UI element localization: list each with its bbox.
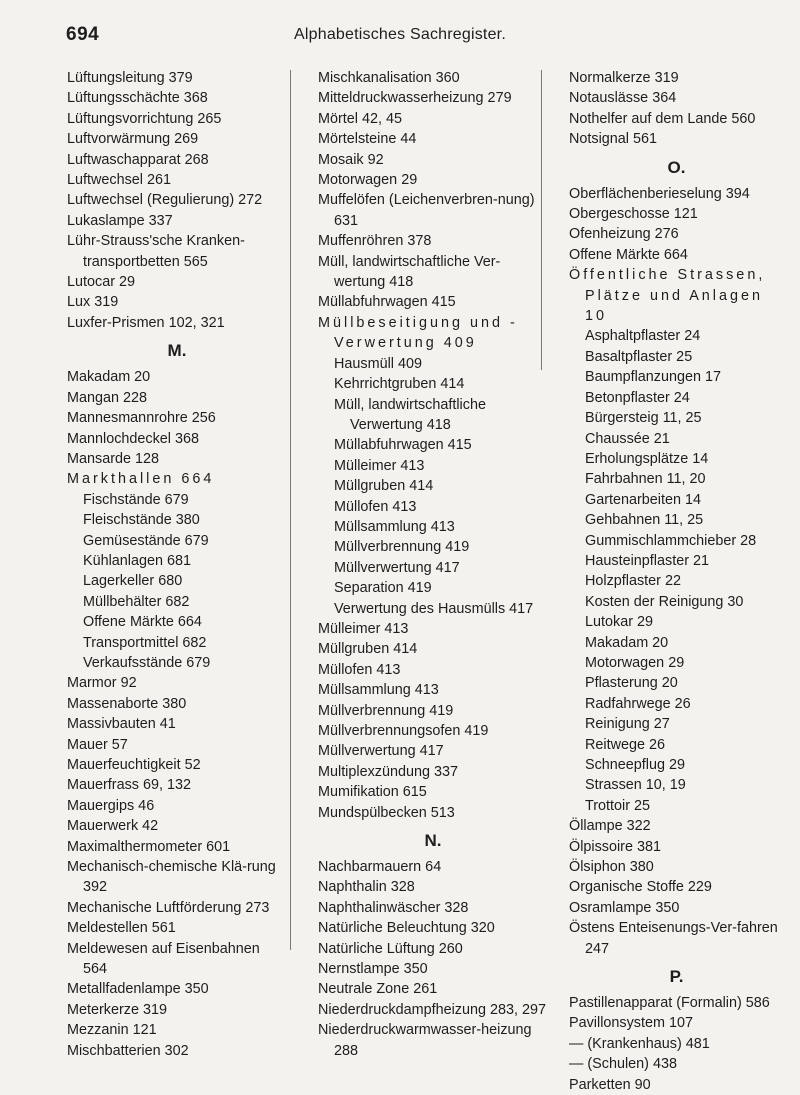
- index-entry: Mauerfrass 69, 132: [67, 777, 191, 794]
- index-entry: Metallfadenlampe 350: [67, 981, 209, 998]
- letter-heading: M.: [167, 341, 187, 361]
- index-entry: Naphthalin 328: [318, 879, 415, 896]
- index-subentry: Reitwege 26: [585, 736, 665, 753]
- letter-heading: O.: [667, 157, 686, 177]
- index-entry: Mischbatterien 302: [67, 1042, 189, 1059]
- index-subentry: Fleischstände 380: [83, 512, 200, 529]
- index-subentry: Lagerkeller 680: [83, 573, 183, 590]
- index-subentry: Offene Märkte 664: [83, 614, 202, 631]
- index-entry: Pastillenapparat (Formalin) 586: [569, 995, 770, 1012]
- index-entry: Massenaborte 380: [67, 695, 187, 712]
- index-entry: Mauer 57: [67, 736, 128, 753]
- index-entry: Luftwaschapparat 268: [67, 151, 209, 168]
- index-entry: Mannesmannrohre 256: [67, 410, 216, 427]
- index-entry: Marmor 92: [67, 675, 137, 692]
- index-entry: Ofenheizung 276: [569, 226, 679, 243]
- index-entry: Obergeschosse 121: [569, 206, 698, 223]
- index-subentry: Mülleimer 413: [334, 457, 425, 474]
- index-subentry: Holzpflaster 22: [585, 573, 681, 590]
- index-subentry: Gehbahnen 11, 25: [585, 512, 704, 529]
- index-column-2: [318, 68, 548, 1061]
- index-entry: Müll, landwirtschaftliche Ver-wertung 418: [318, 253, 501, 291]
- column-divider: [290, 70, 291, 950]
- index-entry: Mumifikation 615: [318, 784, 427, 801]
- index-entry: Mauerfeuchtigkeit 52: [67, 757, 201, 773]
- index-entry: Müllabfuhrwagen 415: [318, 294, 456, 311]
- index-entry: Lüftungsleitung 379: [67, 70, 193, 86]
- index-entry: Osramlampe 350: [569, 899, 680, 916]
- index-entry: Normalkerze 319: [569, 70, 679, 86]
- index-entry: Nernstlampe 350: [318, 961, 428, 978]
- index-entry: Lutocar 29: [67, 274, 136, 291]
- index-entry: Müllverwertung 417: [318, 743, 444, 760]
- index-subentry: Basaltpflaster 25: [585, 348, 693, 365]
- index-subentry: Fahrbahnen 11, 20: [585, 471, 706, 488]
- index-subentry: Gummischlammchieber 28: [585, 532, 757, 549]
- index-entry: Lux 319: [67, 294, 119, 311]
- index-entry: Lüftungsvorrichtung 265: [67, 110, 222, 127]
- index-subentry: Müllverwertung 417: [334, 559, 460, 576]
- index-subentry: Kühlanlagen 681: [83, 552, 192, 569]
- index-entry: Ölpissoire 381: [569, 838, 661, 855]
- index-entry: — (Schulen) 438: [569, 1056, 677, 1073]
- index-entry: Mörtelsteine 44: [318, 131, 417, 148]
- index-subentry: Fischstände 679: [83, 491, 189, 508]
- letter-heading: N.: [424, 831, 442, 851]
- index-entry: Nothelfer auf dem Lande 560: [569, 110, 756, 127]
- index-entry: Lühr-Strauss'sche Kranken-transportbetten 565: [67, 233, 245, 270]
- index-entry: Mezzanin 121: [67, 1022, 157, 1039]
- index-subentry: Erholungsplätze 14: [585, 450, 709, 467]
- index-entry: Luftwechsel 261: [67, 172, 172, 189]
- index-subentry: Reinigung 27: [585, 716, 670, 733]
- index-entry: Ölsiphon 380: [569, 859, 654, 876]
- index-entry: Müllgruben 414: [318, 641, 418, 658]
- index-entry: Natürliche Lüftung 260: [318, 940, 463, 957]
- index-entry: Nachbarmauern 64: [318, 859, 442, 876]
- index-entry: Müllverbrennung 419: [318, 702, 454, 719]
- index-entry: Naphthalinwäscher 328: [318, 899, 469, 916]
- index-entry: Meldewesen auf Eisenbahnen 564: [67, 940, 260, 978]
- index-entry: Maximalthermometer 601: [67, 838, 231, 855]
- index-entry: Makadam 20: [67, 369, 151, 386]
- index-subentry: Müllabfuhrwagen 415: [334, 437, 472, 454]
- index-entry: Notsignal 561: [569, 131, 658, 148]
- index-subentry: Radfahrwege 26: [585, 695, 691, 712]
- index-entry: Notauslässe 364: [569, 90, 677, 107]
- index-subentry: Separation 419: [334, 580, 432, 597]
- index-entry: Luftvorwärmung 269: [67, 131, 199, 148]
- index-subentry: Pflasterung 20: [585, 675, 678, 692]
- index-entry: Mauerwerk 42: [67, 818, 159, 835]
- index-subentry: Asphaltpflaster 24: [585, 328, 701, 345]
- index-subentry: Lutokar 29: [585, 614, 654, 631]
- index-entry: Mosaik 92: [318, 151, 384, 168]
- index-entry: Mischkanalisation 360: [318, 70, 460, 86]
- index-entry: Organische Stoffe 229: [569, 879, 712, 896]
- index-subentry: Müllofen 413: [334, 498, 417, 515]
- index-subentry: Gartenarbeiten 14: [585, 491, 702, 508]
- index-column-1: [67, 68, 287, 1061]
- index-subentry: Makadam 20: [585, 634, 669, 651]
- index-entry: Mitteldruckwasserheizung 279: [318, 90, 512, 107]
- index-entry: Müllbeseitigung und -Verwertung 409: [318, 314, 518, 352]
- index-entry: — (Krankenhaus) 481: [569, 1035, 710, 1052]
- index-subentry: Strassen 10, 19: [585, 777, 686, 794]
- running-head: Alphabetisches Sachregister.: [294, 26, 506, 43]
- index-entry: Lukaslampe 337: [67, 212, 173, 229]
- index-entry: Luxfer-Prismen 102, 321: [67, 314, 225, 331]
- index-subentry: Verkaufsstände 679: [83, 654, 211, 671]
- index-subentry: Trottoir 25: [585, 797, 651, 814]
- index-subentry: Motorwagen 29: [585, 654, 685, 671]
- index-entry: Mannlochdeckel 368: [67, 430, 200, 447]
- index-entry: Meldestellen 561: [67, 920, 176, 937]
- index-entry: Müllofen 413: [318, 661, 401, 678]
- index-entry: Meterkerze 319: [67, 1001, 167, 1018]
- index-entry: Öllampe 322: [569, 818, 651, 835]
- index-entry: Motorwagen 29: [318, 172, 418, 189]
- index-entry: Mörtel 42, 45: [318, 110, 402, 127]
- index-entry: Markthallen 664: [67, 471, 215, 488]
- index-entry: Pavillonsystem 107: [569, 1015, 693, 1032]
- index-subentry: Müllbehälter 682: [83, 593, 190, 610]
- index-subentry: Schneepflug 29: [585, 757, 686, 773]
- index-subentry: Kosten der Reinigung 30: [585, 593, 744, 610]
- index-subentry: Müllgruben 414: [334, 478, 434, 495]
- index-subentry: Müll, landwirtschaftliche Verwertung 418: [334, 396, 486, 433]
- letter-heading: P.: [669, 967, 684, 987]
- index-entry: Muffelöfen (Leichenverbren-nung) 631: [318, 192, 535, 229]
- index-subentry: Hausmüll 409: [334, 355, 422, 372]
- index-entry: Müllverbrennungsofen 419: [318, 723, 489, 739]
- index-entry: Mülleimer 413: [318, 620, 409, 637]
- index-entry: Natürliche Beleuchtung 320: [318, 920, 495, 937]
- index-subentry: Baumpflanzungen 17: [585, 369, 722, 386]
- index-subentry: Müllsammlung 413: [334, 518, 455, 535]
- index-entry: Mansarde 128: [67, 450, 160, 467]
- page-number: 694: [66, 24, 100, 45]
- index-entry: Öffentliche Strassen, Plätze und Anlagen 10: [569, 267, 766, 325]
- index-entry: Massivbauten 41: [67, 716, 176, 733]
- index-subentry: Gemüsestände 679: [83, 532, 209, 549]
- index-entry: Niederdruckwarmwasser-heizung 288: [318, 1022, 532, 1059]
- index-subentry: Kehrrichtgruben 414: [334, 376, 465, 393]
- index-entry: Östens Enteisenungs-Ver-fahren 247: [569, 920, 778, 957]
- index-entry: Oberflächenberieselung 394: [569, 185, 750, 202]
- index-subentry: Verwertung des Hausmülls 417: [334, 600, 534, 617]
- index-entry: Luftwechsel (Regulierung) 272: [67, 192, 263, 209]
- index-entry: Multiplexzündung 337: [318, 763, 459, 780]
- index-subentry: Hausteinpflaster 21: [585, 552, 709, 569]
- index-subentry: Bürgersteig 11, 25: [585, 410, 702, 427]
- index-entry: Parketten 90: [569, 1076, 651, 1093]
- index-subentry: Betonpflaster 24: [585, 389, 690, 406]
- index-entry: Mundspülbecken 513: [318, 804, 455, 821]
- index-subentry: Müllverbrennung 419: [334, 539, 470, 556]
- index-column-3: [569, 68, 784, 1095]
- index-subentry: Transportmittel 682: [83, 634, 207, 651]
- index-entry: Neutrale Zone 261: [318, 981, 438, 998]
- index-entry: Niederdruckdampfheizung 283, 297: [318, 1001, 547, 1018]
- index-entry: Offene Märkte 664: [569, 246, 688, 263]
- index-entry: Mechanische Luftförderung 273: [67, 899, 270, 916]
- index-entry: Mangan 228: [67, 389, 148, 406]
- index-entry: Muffenröhren 378: [318, 233, 432, 250]
- index-subentry: Chaussée 21: [585, 430, 670, 447]
- index-entry: Müllsammlung 413: [318, 682, 439, 699]
- index-entry: Mauergips 46: [67, 797, 155, 814]
- index-entry: Lüftungsschächte 368: [67, 90, 208, 107]
- index-entry: Mechanisch-chemische Klä-rung 392: [67, 859, 276, 896]
